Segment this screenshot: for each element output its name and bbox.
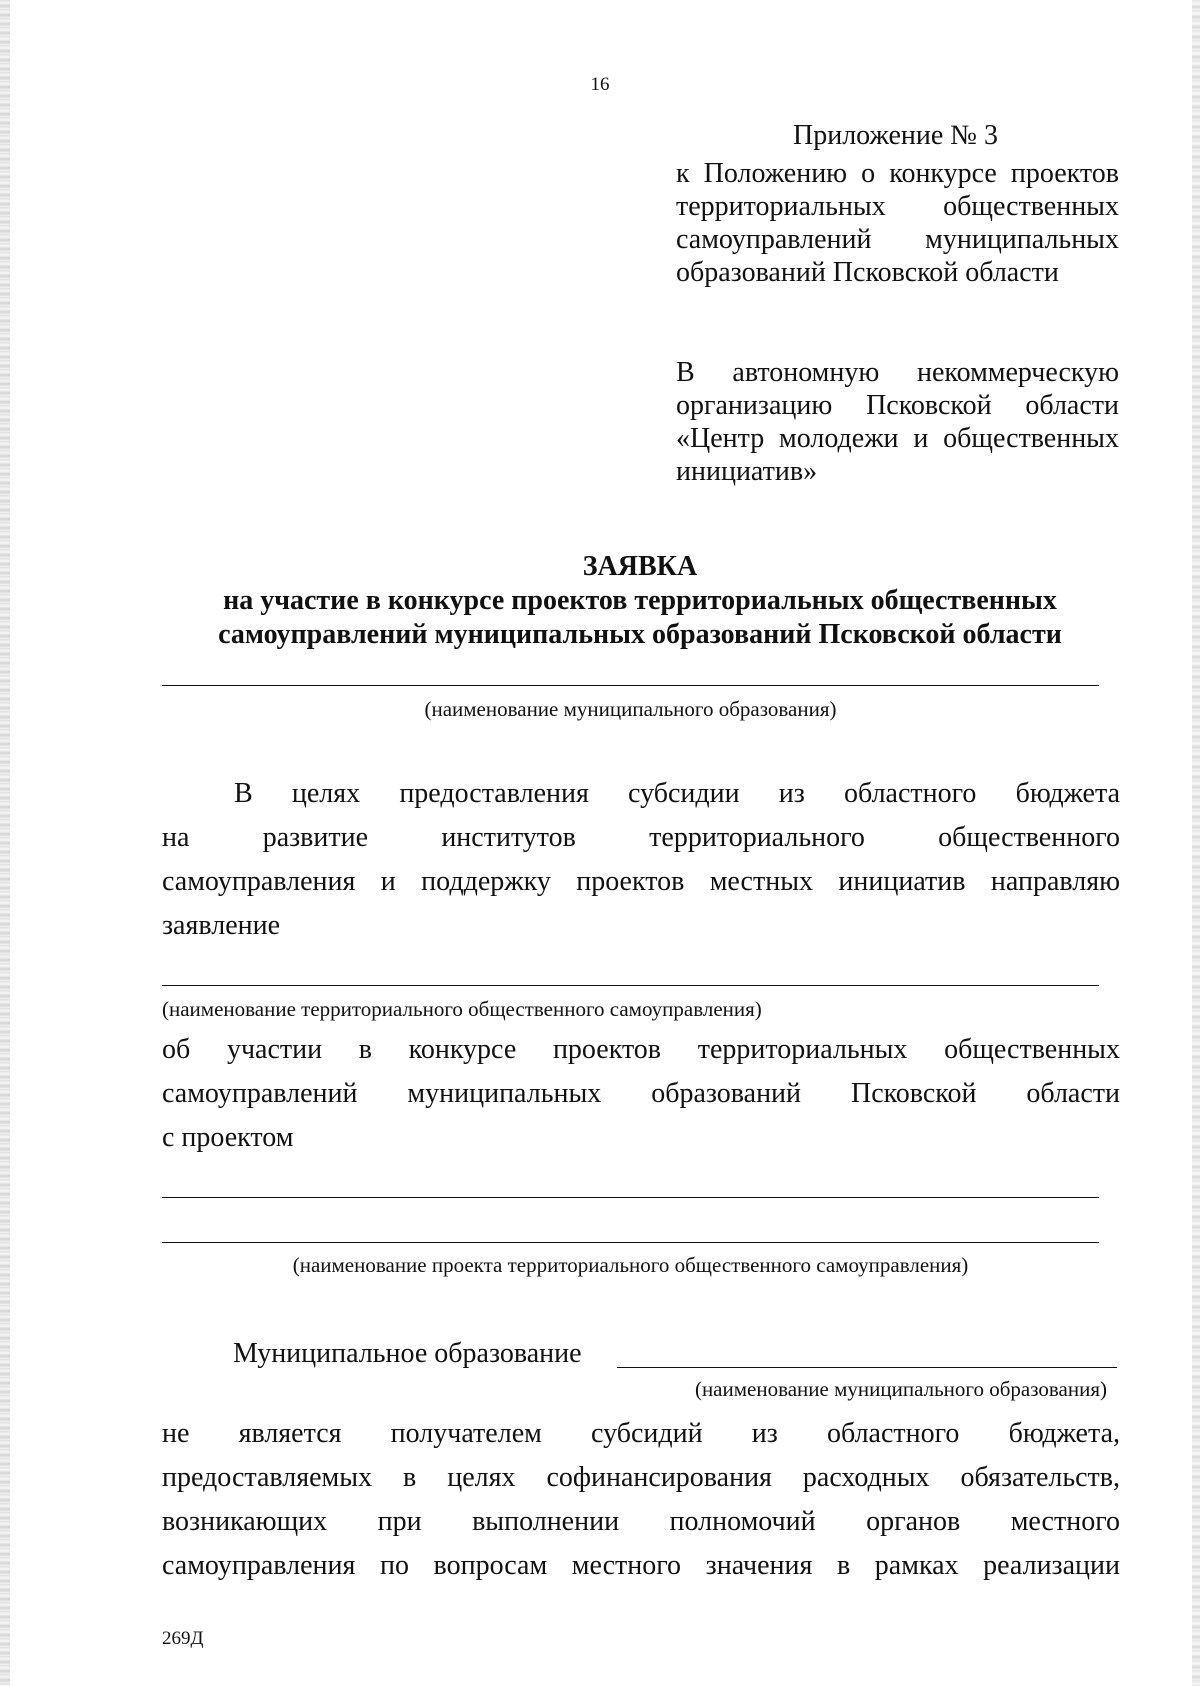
paragraph-line: не является получателем субсидий из областного бюджета, (162, 1418, 1120, 1449)
fill-line-project-1[interactable] (162, 1197, 1099, 1198)
addressee-line: «Центр молодежи и общественных (676, 423, 1119, 454)
municipality-label: Муниципальное образование (233, 1338, 582, 1369)
paragraph-line: на развитие институтов территориального общественного (162, 822, 1120, 853)
document-heading (160, 550, 1120, 652)
heading-subtitle-line: самоуправлений муниципальных образований Псковской области (218, 619, 1062, 650)
addressee-block (676, 356, 1119, 488)
annex-line: территориальных общественных (676, 191, 1119, 222)
document-code: 269Д (162, 1628, 204, 1649)
annex-reference (676, 157, 1119, 289)
scan-edge-right (1192, 0, 1200, 1686)
addressee-line: организацию Псковской области (676, 390, 1119, 421)
scan-edge-left (0, 0, 10, 1686)
paragraph-line: самоуправлений муниципальных образований Псковской области (162, 1078, 1120, 1109)
caption-project: (наименование проекта территориального общественного самоуправления) (292, 1253, 969, 1277)
paragraph-line: самоуправления и поддержку проектов местных инициатив направляю (162, 866, 1120, 897)
fill-line-municipality[interactable] (162, 685, 1099, 686)
fill-line-municipality-inline[interactable] (617, 1367, 1117, 1368)
paragraph-line: самоуправления по вопросам местного значения в рамках реализации (162, 1550, 1120, 1581)
paragraph-1 (162, 772, 1120, 948)
paragraph-line: предоставляемых в целях софинансирования расходных обязательств, (162, 1462, 1120, 1493)
annex-title: Приложение № 3 (793, 120, 998, 151)
paragraph-line: с проектом (162, 1122, 294, 1153)
annex-line: самоуправлений муниципальных (676, 224, 1119, 255)
paragraph-2 (162, 1028, 1120, 1160)
heading-title: ЗАЯВКА (582, 551, 698, 582)
paragraph-line: В целях предоставления субсидии из областного бюджета (234, 778, 1120, 809)
addressee-line: инициатив» (676, 456, 818, 487)
addressee-line: В автономную некоммерческую (676, 357, 1119, 388)
paragraph-line: возникающих при выполнении полномочий органов местного (162, 1506, 1120, 1537)
caption-municipality-short: (наименование муниципального образования) (694, 1377, 1107, 1401)
page-number: 16 (590, 74, 610, 95)
annex-line: образований Псковской области (676, 257, 1059, 288)
annex-line: к Положению о конкурсе проектов (676, 158, 1119, 189)
caption-municipality: (наименование муниципального образования) (424, 697, 837, 721)
paragraph-3 (162, 1412, 1120, 1588)
paragraph-line: об участии в конкурсе проектов территориальных общественных (162, 1034, 1120, 1065)
heading-subtitle-line: на участие в конкурсе проектов территориальных общественных (223, 585, 1057, 616)
paragraph-line: заявление (162, 910, 281, 941)
fill-line-tos[interactable] (162, 985, 1099, 986)
caption-tos: (наименование территориального общественного самоуправления) (162, 997, 762, 1021)
fill-line-project-2[interactable] (162, 1242, 1099, 1243)
